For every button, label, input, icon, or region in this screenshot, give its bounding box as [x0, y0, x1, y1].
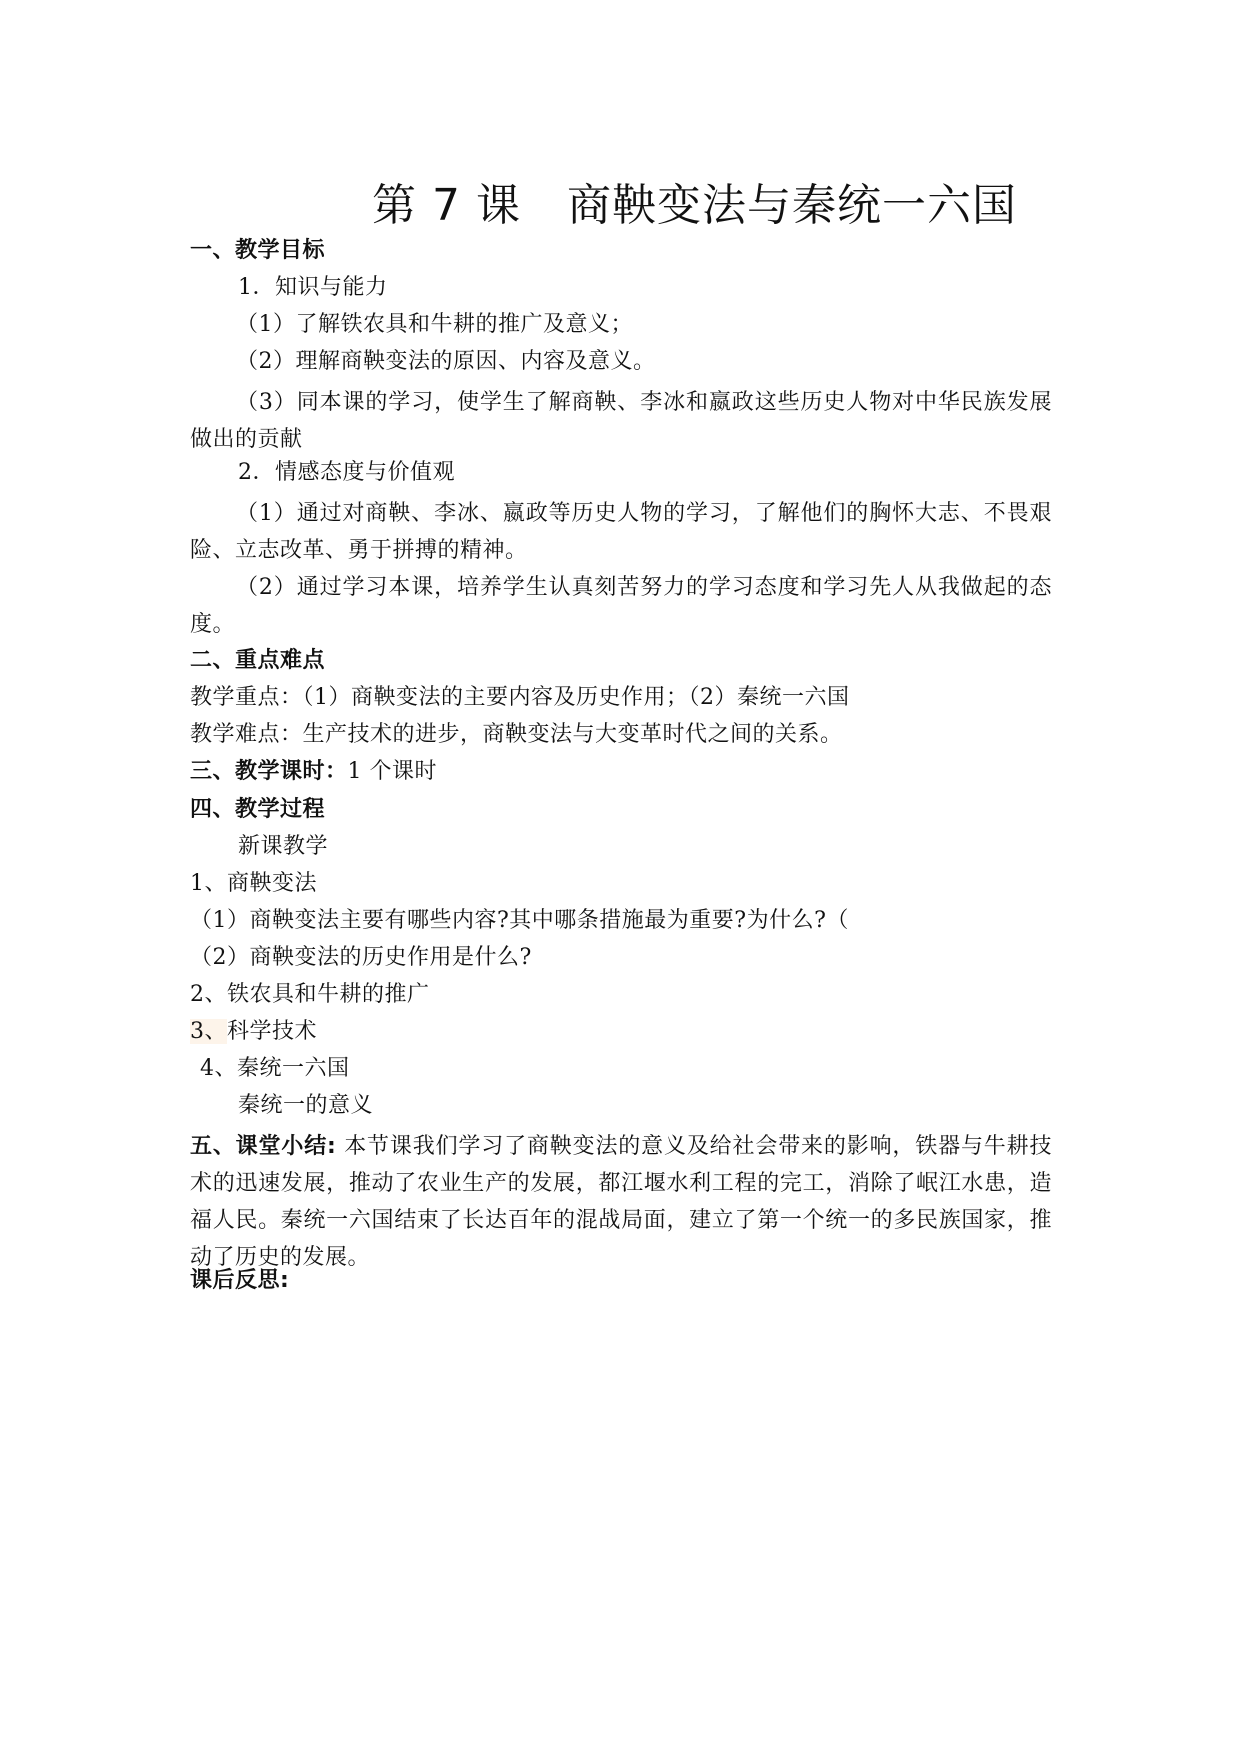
process-item-2: 2、铁农具和牛耕的推广 [190, 982, 430, 1007]
section-4-heading: 四、教学过程 [190, 797, 326, 822]
section-3-line [190, 757, 437, 787]
section-2-heading: 二、重点难点 [190, 648, 326, 673]
attitude-item-1: （1）通过对商鞅、李冰、嬴政等历史人物的学习，了解他们的胸怀大志、不畏艰险、立志改革、勇于拼搏的精神。 [190, 501, 1052, 563]
teaching-difficulties: 教学难点：生产技术的进步，商鞅变法与大变革时代之间的关系。 [190, 722, 843, 747]
process-item-3-text: 科学技术 [227, 1019, 318, 1044]
question-1: （1）商鞅变法主要有哪些内容?其中哪条措施最为重要?为什么?（ [190, 908, 849, 933]
teaching-key-points: 教学重点：（1）商鞅变法的主要内容及历史作用；（2）秦统一六国 [190, 685, 850, 710]
process-item-4: 4、秦统一六国 [200, 1056, 350, 1081]
attitude-item-2: （2）通过学习本课，培养学生认真刻苦努力的学习态度和学习先人从我做起的态度。 [190, 575, 1052, 637]
subsection-knowledge: 1．知识与能力 [238, 275, 388, 300]
class-hours: 1 个课时 [347, 759, 438, 784]
process-item-3-number: 3、 [190, 1019, 227, 1044]
subsection-attitude: 2．情感态度与价值观 [238, 460, 455, 485]
question-2: （2）商鞅变法的历史作用是什么? [190, 945, 532, 970]
process-item-1: 1、商鞅变法 [190, 871, 317, 896]
page-title [372, 178, 1017, 234]
summary-text: 本节课我们学习了商鞅变法的意义及给社会带来的影响，铁器与牛耕技术的迅速发展，推动了农业生产的发展，都江堰水利工程的完工，消除了岷江水患，造福人民。秦统一六国结束了长达百年的混战局面，建立了第一个统一的多民族国家，推动了历史的发展。 [190, 1134, 1052, 1270]
section-5-heading: 五、课堂小结: [190, 1134, 337, 1159]
lesson-number: 第 7 课 [372, 180, 521, 231]
lesson-topic: 商鞅变法与秦统一六国 [566, 180, 1017, 231]
section-1-heading: 一、教学目标 [190, 238, 326, 263]
process-item-4-sub: 秦统一的意义 [238, 1093, 374, 1118]
objective-item-3: （3）同本课的学习，使学生了解商鞅、李冰和嬴政这些历史人物对中华民族发展做出的贡献 [190, 390, 1052, 452]
objective-item: （2）理解商鞅变法的原因、内容及意义。 [236, 349, 656, 374]
section-3-heading: 三、教学课时： [190, 759, 348, 784]
new-lesson-label: 新课教学 [238, 834, 329, 859]
process-item-3 [190, 1017, 317, 1047]
section-5-summary [190, 1128, 1052, 1276]
reflection-heading: 课后反思: [190, 1268, 290, 1293]
objective-item: （1）了解铁农具和牛耕的推广及意义； [236, 312, 633, 337]
